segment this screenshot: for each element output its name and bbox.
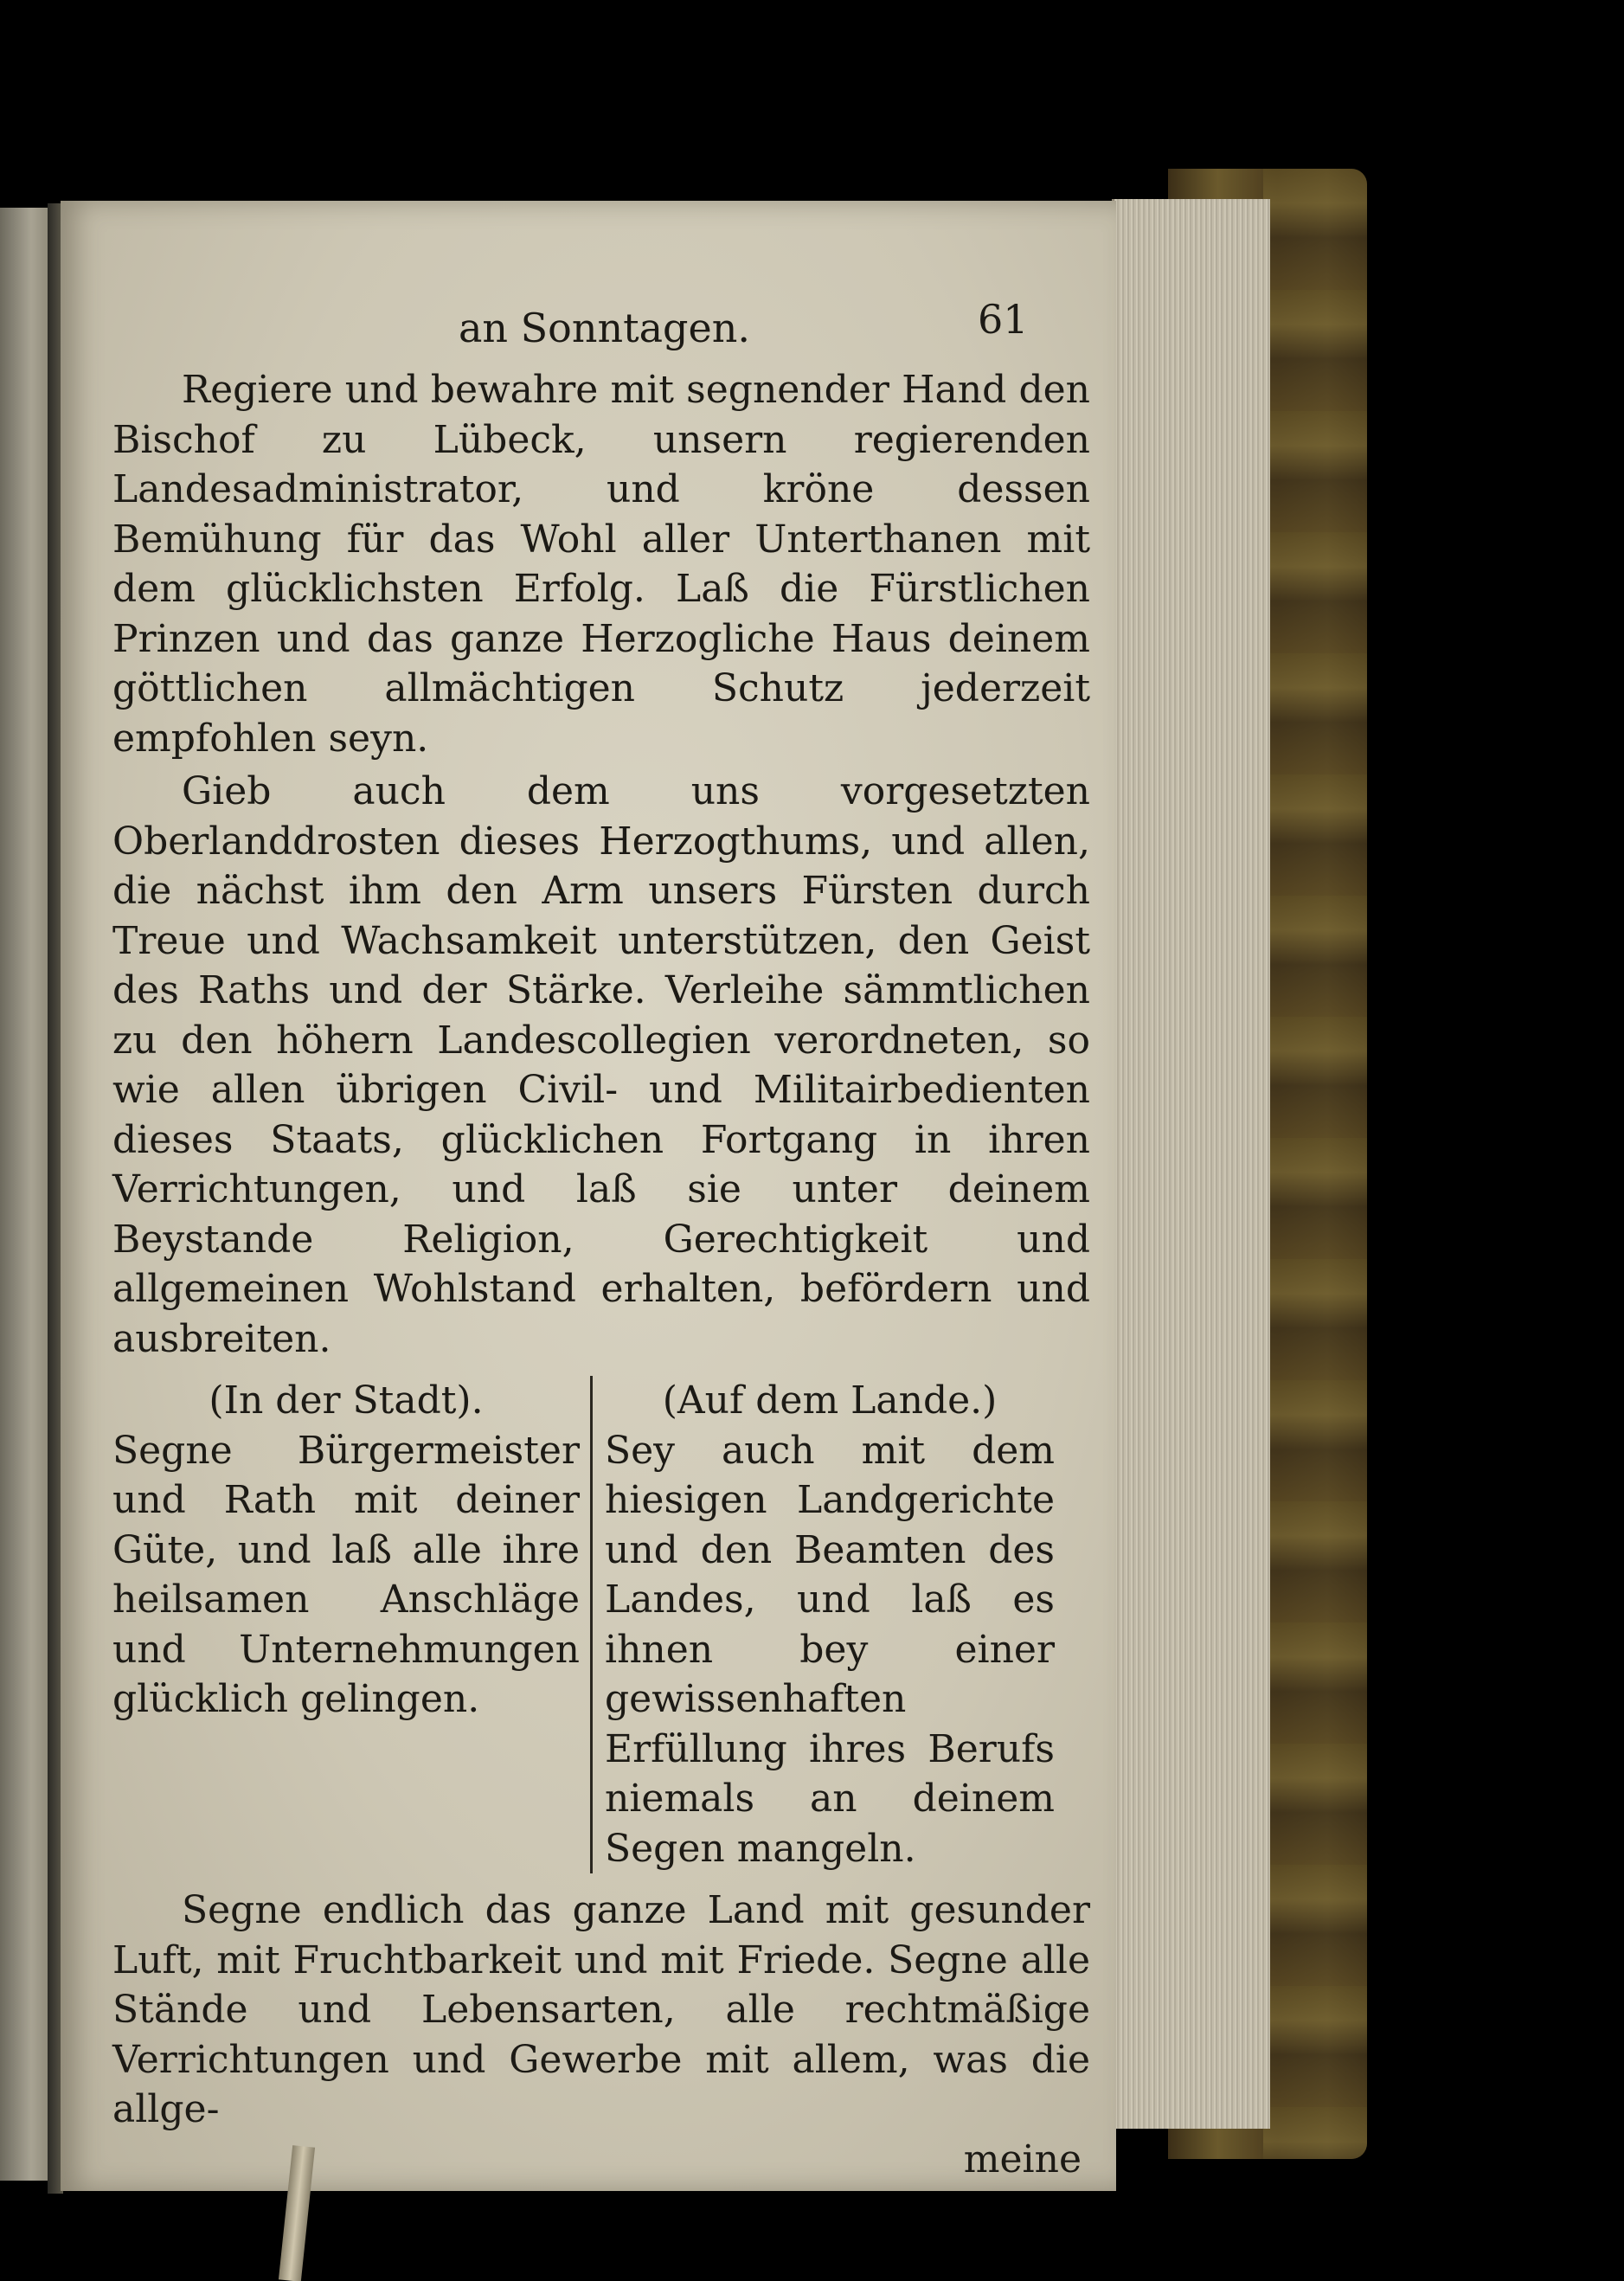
paragraph-closing: Segne endlich das ganze Land mit gesunder Luft, mit Fruchtbarkeit und mit Friede. Segne alle Stände und Lebensarten, alle rechtmäßige Verrichtungen und Gewerbe mit allem, was die allge- xyxy=(112,1888,1090,2131)
column-country xyxy=(590,1376,1055,1873)
page-block-edge xyxy=(1112,199,1270,2129)
cover-leather-edge xyxy=(1263,169,1367,2159)
column-country-heading: (Auf dem Lande.) xyxy=(662,1378,998,1423)
running-head xyxy=(112,287,1090,365)
paragraph-prayer-bishop: Regiere und bewahre mit segnender Hand den Bischof zu Lübeck, unsern regierenden Landesadministrator, und kröne dessen Bemühung für das Wohl aller Unterthanen mit dem glücklichsten Erfolg. Laß die Fürstlichen Prinzen und das ganze Herzogliche Haus deinem göttlichen allmächtigen Schutz jederzeit empfohlen seyn. xyxy=(112,368,1090,761)
column-city-text: Segne Bürgermeister und Rath mit deiner Güte, und laß alle ihre heilsamen Anschläge und Unternehmungen glücklich gelingen. xyxy=(112,1428,580,1721)
book-page xyxy=(61,201,1116,2191)
column-city-heading: (In der Stadt). xyxy=(209,1378,484,1423)
paragraph-prayer-officials: Gieb auch dem uns vorgesetzten Oberlanddrosten dieses Herzogthums, und allen, die nächst ihm den Arm unsers Fürsten durch Treue und Wachsamkeit unterstützen, den Geist des Raths und der Stärke. Verleihe sämmtlichen zu den höhern Landescollegien verordneten, so wie allen übrigen Civil- und Militairbedienten dieses Staats, glücklichen Fortgang in ihren Verrichtungen, und laß sie unter deinem Beystande Religion, Gerechtigkeit und allgemeinen Wohlstand erhalten, befördern und ausbreiten. xyxy=(112,769,1090,1361)
two-column-section xyxy=(112,1376,1090,1873)
page-text-block xyxy=(112,287,1090,2184)
catchword: meine xyxy=(963,2136,1082,2181)
page-number: 61 xyxy=(978,296,1029,343)
running-head-title: an Sonntagen. xyxy=(459,305,750,351)
facing-page-sliver xyxy=(0,208,52,2181)
column-city xyxy=(112,1376,590,1873)
column-country-text: Sey auch mit dem hiesigen Landgerichte und den Beamten des Landes, und laß es ihnen bey einer gewissenhaften Erfüllung ihres Berufs niemals an deinem Segen mangeln. xyxy=(605,1428,1055,1871)
